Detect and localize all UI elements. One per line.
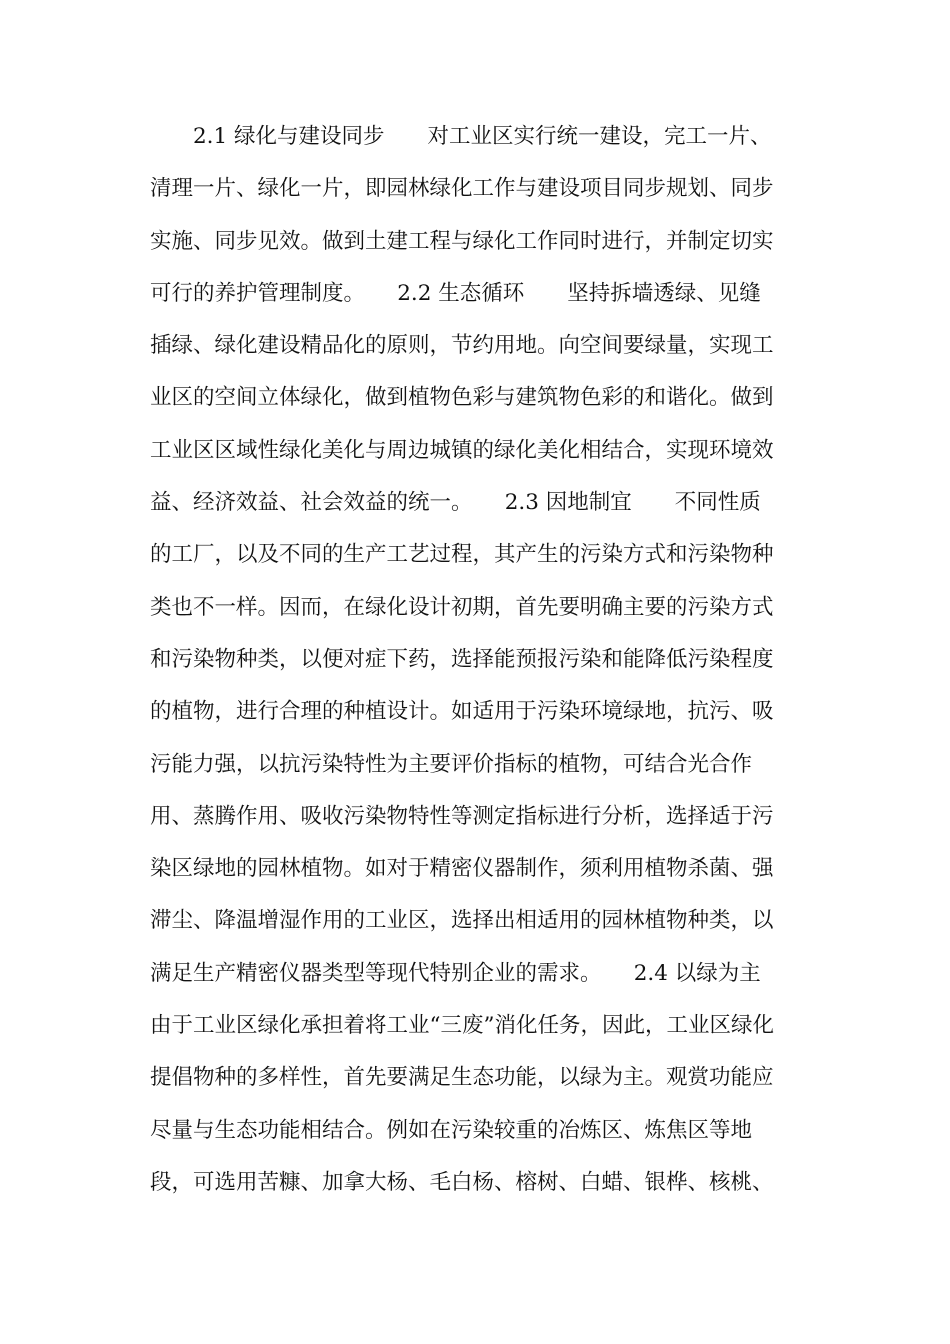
text-line: 的工厂，以及不同的生产工艺过程，其产生的污染方式和污染物种 (150, 542, 774, 568)
text-line: 和污染物种类，以便对症下药，选择能预报污染和能降低污染程度 (150, 646, 774, 672)
text-line: 插绿、绿化建设精品化的原则，节约用地。向空间要绿量，实现工 (150, 333, 774, 359)
text-line: 类也不一样。因而，在绿化设计初期，首先要明确主要的污染方式 (150, 594, 774, 620)
text-line: 染区绿地的园林植物。如对于精密仪器制作，须利用植物杀菌、强 (150, 856, 774, 882)
text-line: 可行的养护管理制度。 2.2 生态循环 坚持拆墙透绿、见缝 (150, 280, 761, 306)
text-line: 段，可选用苦糠、加拿大杨、毛白杨、榕树、白蜡、银桦、核桃、 (150, 1169, 774, 1195)
text-line: 用、蒸腾作用、吸收污染物特性等测定指标进行分析，选择适于污 (150, 803, 774, 829)
text-line: 污能力强，以抗污染特性为主要评价指标的植物，可结合光合作 (150, 751, 753, 777)
text-line: 的植物，进行合理的种植设计。如适用于污染环境绿地，抗污、吸 (150, 699, 774, 725)
text-line: 益、经济效益、社会效益的统一。 2.3 因地制宜 不同性质 (150, 490, 761, 516)
text-line: 由于工业区绿化承担着将工业“三废”消化任务，因此，工业区绿化 (150, 1013, 774, 1039)
body-paragraph (150, 111, 810, 1209)
text-line: 满足生产精密仪器类型等现代特别企业的需求。 2.4 以绿为主 (150, 960, 761, 986)
text-line: 尽量与生态功能相结合。例如在污染较重的冶炼区、炼焦区等地 (150, 1117, 753, 1143)
text-line: 清理一片、绿化一片，即园林绿化工作与建设项目同步规划、同步 (150, 176, 774, 202)
text-line: 滞尘、降温增湿作用的工业区，选择出相适用的园林植物种类，以 (150, 908, 774, 934)
text-line: 业区的空间立体绿化，做到植物色彩与建筑物色彩的和谐化。做到 (150, 385, 774, 411)
text-line: 实施、同步见效。做到土建工程与绿化工作同时进行，并制定切实 (150, 228, 774, 254)
text-line: 工业区区域性绿化美化与周边城镇的绿化美化相结合，实现环境效 (150, 437, 774, 463)
text-line: 提倡物种的多样性，首先要满足生态功能，以绿为主。观赏功能应 (150, 1065, 774, 1091)
text-line: 2.1 绿化与建设同步 对工业区实行统一建设，完工一片、 (150, 124, 772, 149)
